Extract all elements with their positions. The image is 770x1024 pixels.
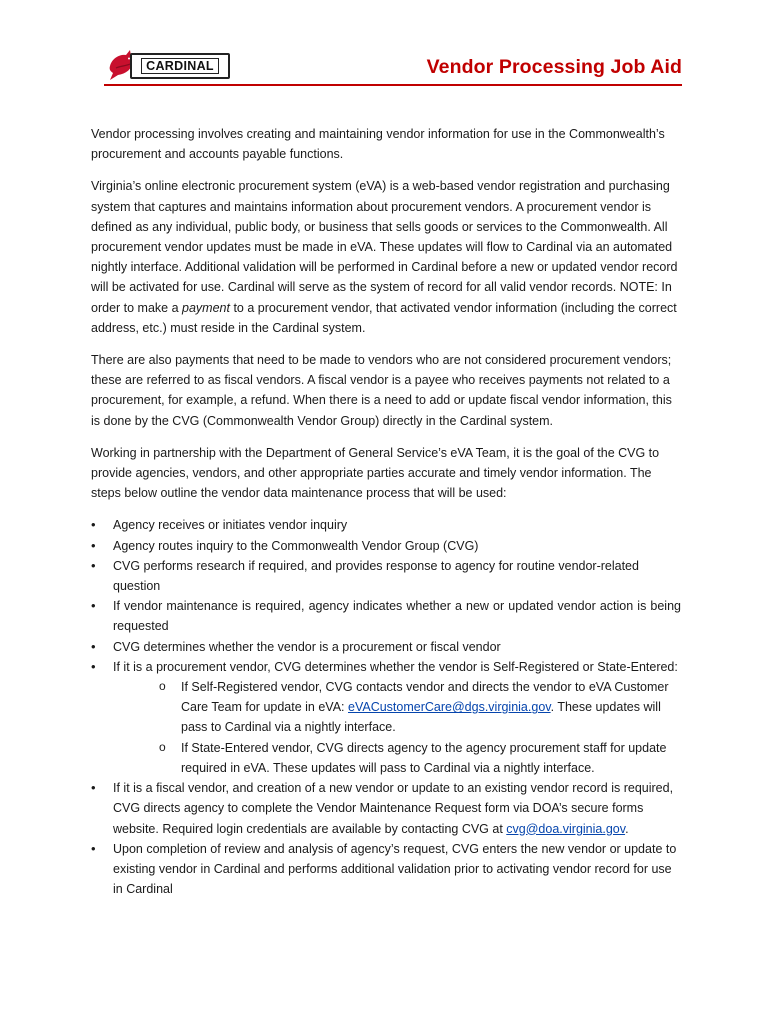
vendor-type-sublist <box>113 677 681 778</box>
fiscal-vendor-paragraph: There are also payments that need to be made to vendors who are not considered procurement vendors; these are referred to as fiscal vendors. A fiscal vendor is a payee who receives payments not related to a procurement, for example, a refund. When there is a need to add or update fiscal vendor information, this is done by the CVG (Commonwealth Vendor Group) directly in the Cardinal system. <box>91 353 672 428</box>
page-header <box>0 0 770 90</box>
eva-customer-care-email-link[interactable]: eVACustomerCare@dgs.virginia.gov <box>348 700 551 715</box>
eva-paragraph-text-b: to a procurement vendor, that activated vendor information (including the correct address, etc.) must reside in the Cardinal system. <box>91 300 677 335</box>
sub-list-item-text: . These updates will pass to Cardinal via a nightly interface. <box>181 700 661 735</box>
list-item-text: If it is a fiscal vendor, and creation of a new vendor or update to an existing vendor record is required, CVG directs agency to complete the Vendor Maintenance Request form via DOA’s secure forms website. Required login credentials are available by contacting CVG at <box>113 781 674 836</box>
document-title: Vendor Processing Job Aid <box>426 56 682 78</box>
title-rule <box>104 84 682 86</box>
process-steps-list <box>91 515 681 899</box>
partnership-paragraph: Working in partnership with the Department of General Service’s eVA Team, it is the goal of the CVG to provide agencies, vendors, and other appropriate parties accurate and timely vendor information. The steps below outline the vendor data maintenance process that will be used: <box>91 445 660 501</box>
list-item: • CVG determines whether the vendor is a procurement or fiscal vendor <box>91 637 681 657</box>
list-item: • If vendor maintenance is required, agency indicates whether a new or updated vendor action is being requested <box>91 596 681 636</box>
sub-list-item <box>159 677 681 738</box>
eva-paragraph-emphasis: payment <box>182 300 230 315</box>
list-item: • CVG performs research if required, and provides response to agency for routine vendor-related question <box>91 556 681 596</box>
sub-list-item-text: If Self-Registered vendor, CVG contacts vendor and directs the vendor to eVA Customer Care Team for update in eVA: <box>181 680 669 715</box>
cvg-email-link[interactable]: cvg@doa.virginia.gov <box>506 821 626 836</box>
eva-paragraph-text-a: Virginia’s online electronic procurement system (eVA) is a web-based vendor registration and purchasing system that captures and maintains information about procurement vendors. A procurement vendor is defined as any individual, public body, or business that sells goods or services to the Commonwealth. All procurement vendor updates must be made in eVA. These updates will flow to Cardinal via an automated nightly interface. Additional validation will be performed in Cardinal before a new or updated vendor record will be activated for use. Cardinal will serve as the system of record for all valid vendor records. NOTE: In order to make a <box>91 179 678 315</box>
list-item-text: If it is a procurement vendor, CVG determines whether the vendor is Self-Registered or State-Entered: <box>113 659 678 674</box>
list-item <box>91 778 681 839</box>
cardinal-logo <box>104 48 228 82</box>
list-item: • Agency receives or initiates vendor inquiry <box>91 515 681 535</box>
logo-wordmark: CARDINAL <box>141 58 219 74</box>
list-item-text: . <box>625 821 629 836</box>
eva-paragraph <box>91 176 681 338</box>
list-item: • Agency routes inquiry to the Commonwealth Vendor Group (CVG) <box>91 536 681 556</box>
document-body <box>91 124 681 899</box>
sub-list-item: o If State-Entered vendor, CVG directs agency to the agency procurement staff for update required in eVA. These updates will pass to Cardinal via a nightly interface. <box>159 738 681 778</box>
intro-paragraph: Vendor processing involves creating and maintaining vendor information for use in the Commonwealth’s procurement and accounts payable functions. <box>91 127 665 162</box>
list-item: • Upon completion of review and analysis of agency’s request, CVG enters the new vendor or update to existing vendor in Cardinal and performs additional validation prior to activating vendor record for use in Cardinal <box>91 839 681 900</box>
list-item <box>91 657 681 778</box>
logo-wordmark-box <box>130 53 230 79</box>
